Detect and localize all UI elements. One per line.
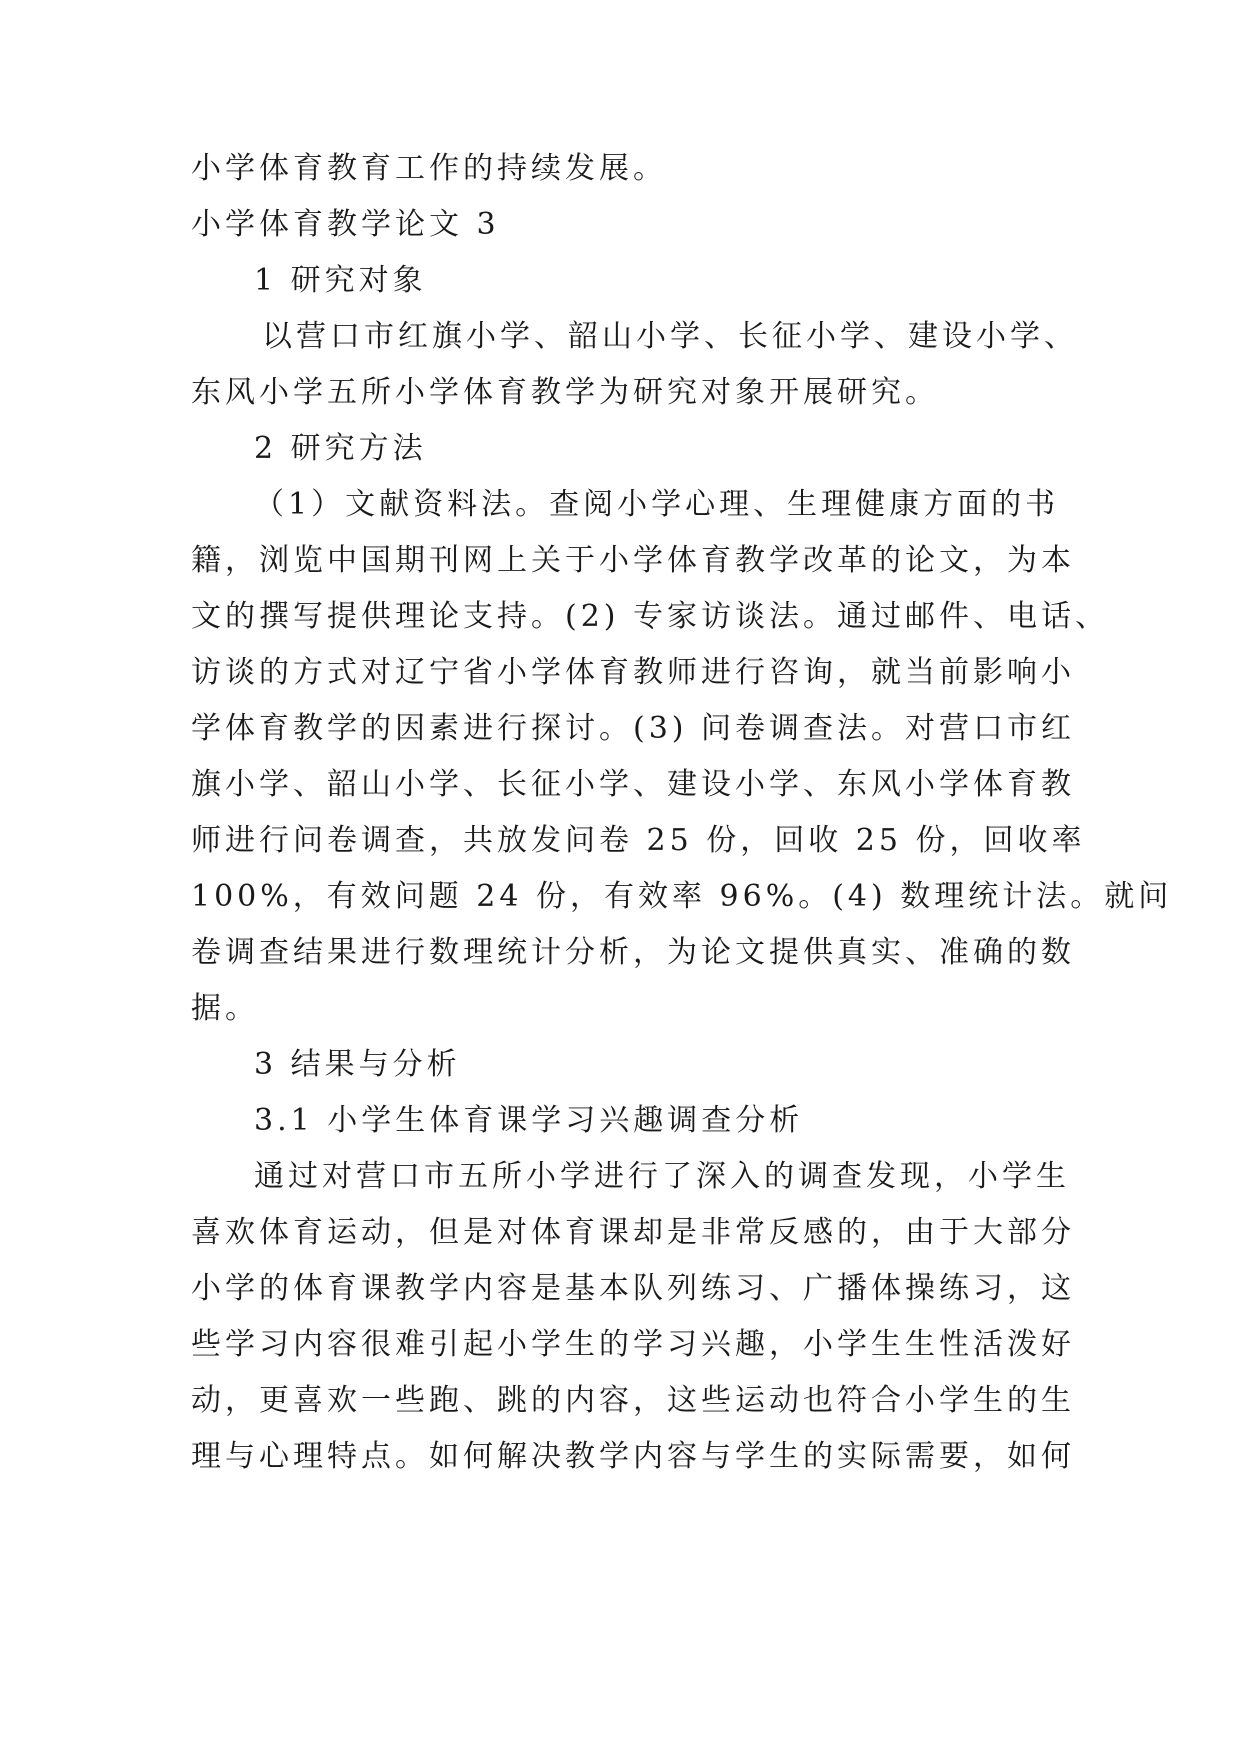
- paragraph-line: 喜欢体育运动，但是对体育课却是非常反感的，由于大部分: [191, 1215, 1075, 1250]
- paragraph-line: 访谈的方式对辽宁省小学体育教师进行咨询，就当前影响小: [191, 655, 1075, 690]
- heading-results-analysis: 3 结果与分析: [254, 1047, 461, 1082]
- paragraph-line: 动，更喜欢一些跑、跳的内容，这些运动也符合小学生的生: [191, 1383, 1075, 1418]
- paragraph-line: 文的撰写提供理论支持。(2) 专家访谈法。通过邮件、电话、: [191, 599, 1110, 634]
- paragraph-line: 东风小学五所小学体育教学为研究对象开展研究。: [191, 375, 939, 410]
- paragraph-line: 据。: [191, 991, 259, 1026]
- paragraph-line: 学体育教学的因素进行探讨。(3) 问卷调查法。对营口市红: [191, 711, 1076, 746]
- paragraph-line: 以营口市红旗小学、韶山小学、长征小学、建设小学、: [262, 319, 1078, 354]
- paragraph-line: 通过对营口市五所小学进行了深入的调查发现，小学生: [254, 1159, 1070, 1194]
- paragraph-line: 理与心理特点。如何解决教学内容与学生的实际需要，如何: [191, 1439, 1075, 1474]
- paragraph-line: 旗小学、韶山小学、长征小学、建设小学、东风小学体育教: [191, 767, 1075, 802]
- paragraph-line: 师进行问卷调查，共放发问卷 25 份，回收 25 份，回收率: [191, 823, 1086, 858]
- paragraph-line: 卷调查结果进行数理统计分析，为论文提供真实、准确的数: [191, 935, 1075, 970]
- subheading-interest-survey: 3.1 小学生体育课学习兴趣调查分析: [254, 1103, 804, 1138]
- paragraph-line: 小学的体育课教学内容是基本队列练习、广播体操练习，这: [191, 1271, 1075, 1306]
- paragraph-line: 小学体育教育工作的持续发展。: [191, 151, 667, 186]
- heading-research-object: 1 研究对象: [254, 263, 427, 298]
- paragraph-line: 些学习内容很难引起小学生的学习兴趣，小学生生性活泼好: [191, 1327, 1075, 1362]
- heading-research-method: 2 研究方法: [254, 431, 427, 466]
- paragraph-line: 100%，有效问题 24 份，有效率 96%。(4) 数理统计法。就问: [191, 879, 1173, 914]
- section-title: 小学体育教学论文 3: [191, 207, 500, 242]
- paragraph-line: 籍，浏览中国期刊网上关于小学体育教学改革的论文，为本: [191, 543, 1075, 578]
- paragraph-line: （1）文献资料法。查阅小学心理、生理健康方面的书: [254, 487, 1060, 522]
